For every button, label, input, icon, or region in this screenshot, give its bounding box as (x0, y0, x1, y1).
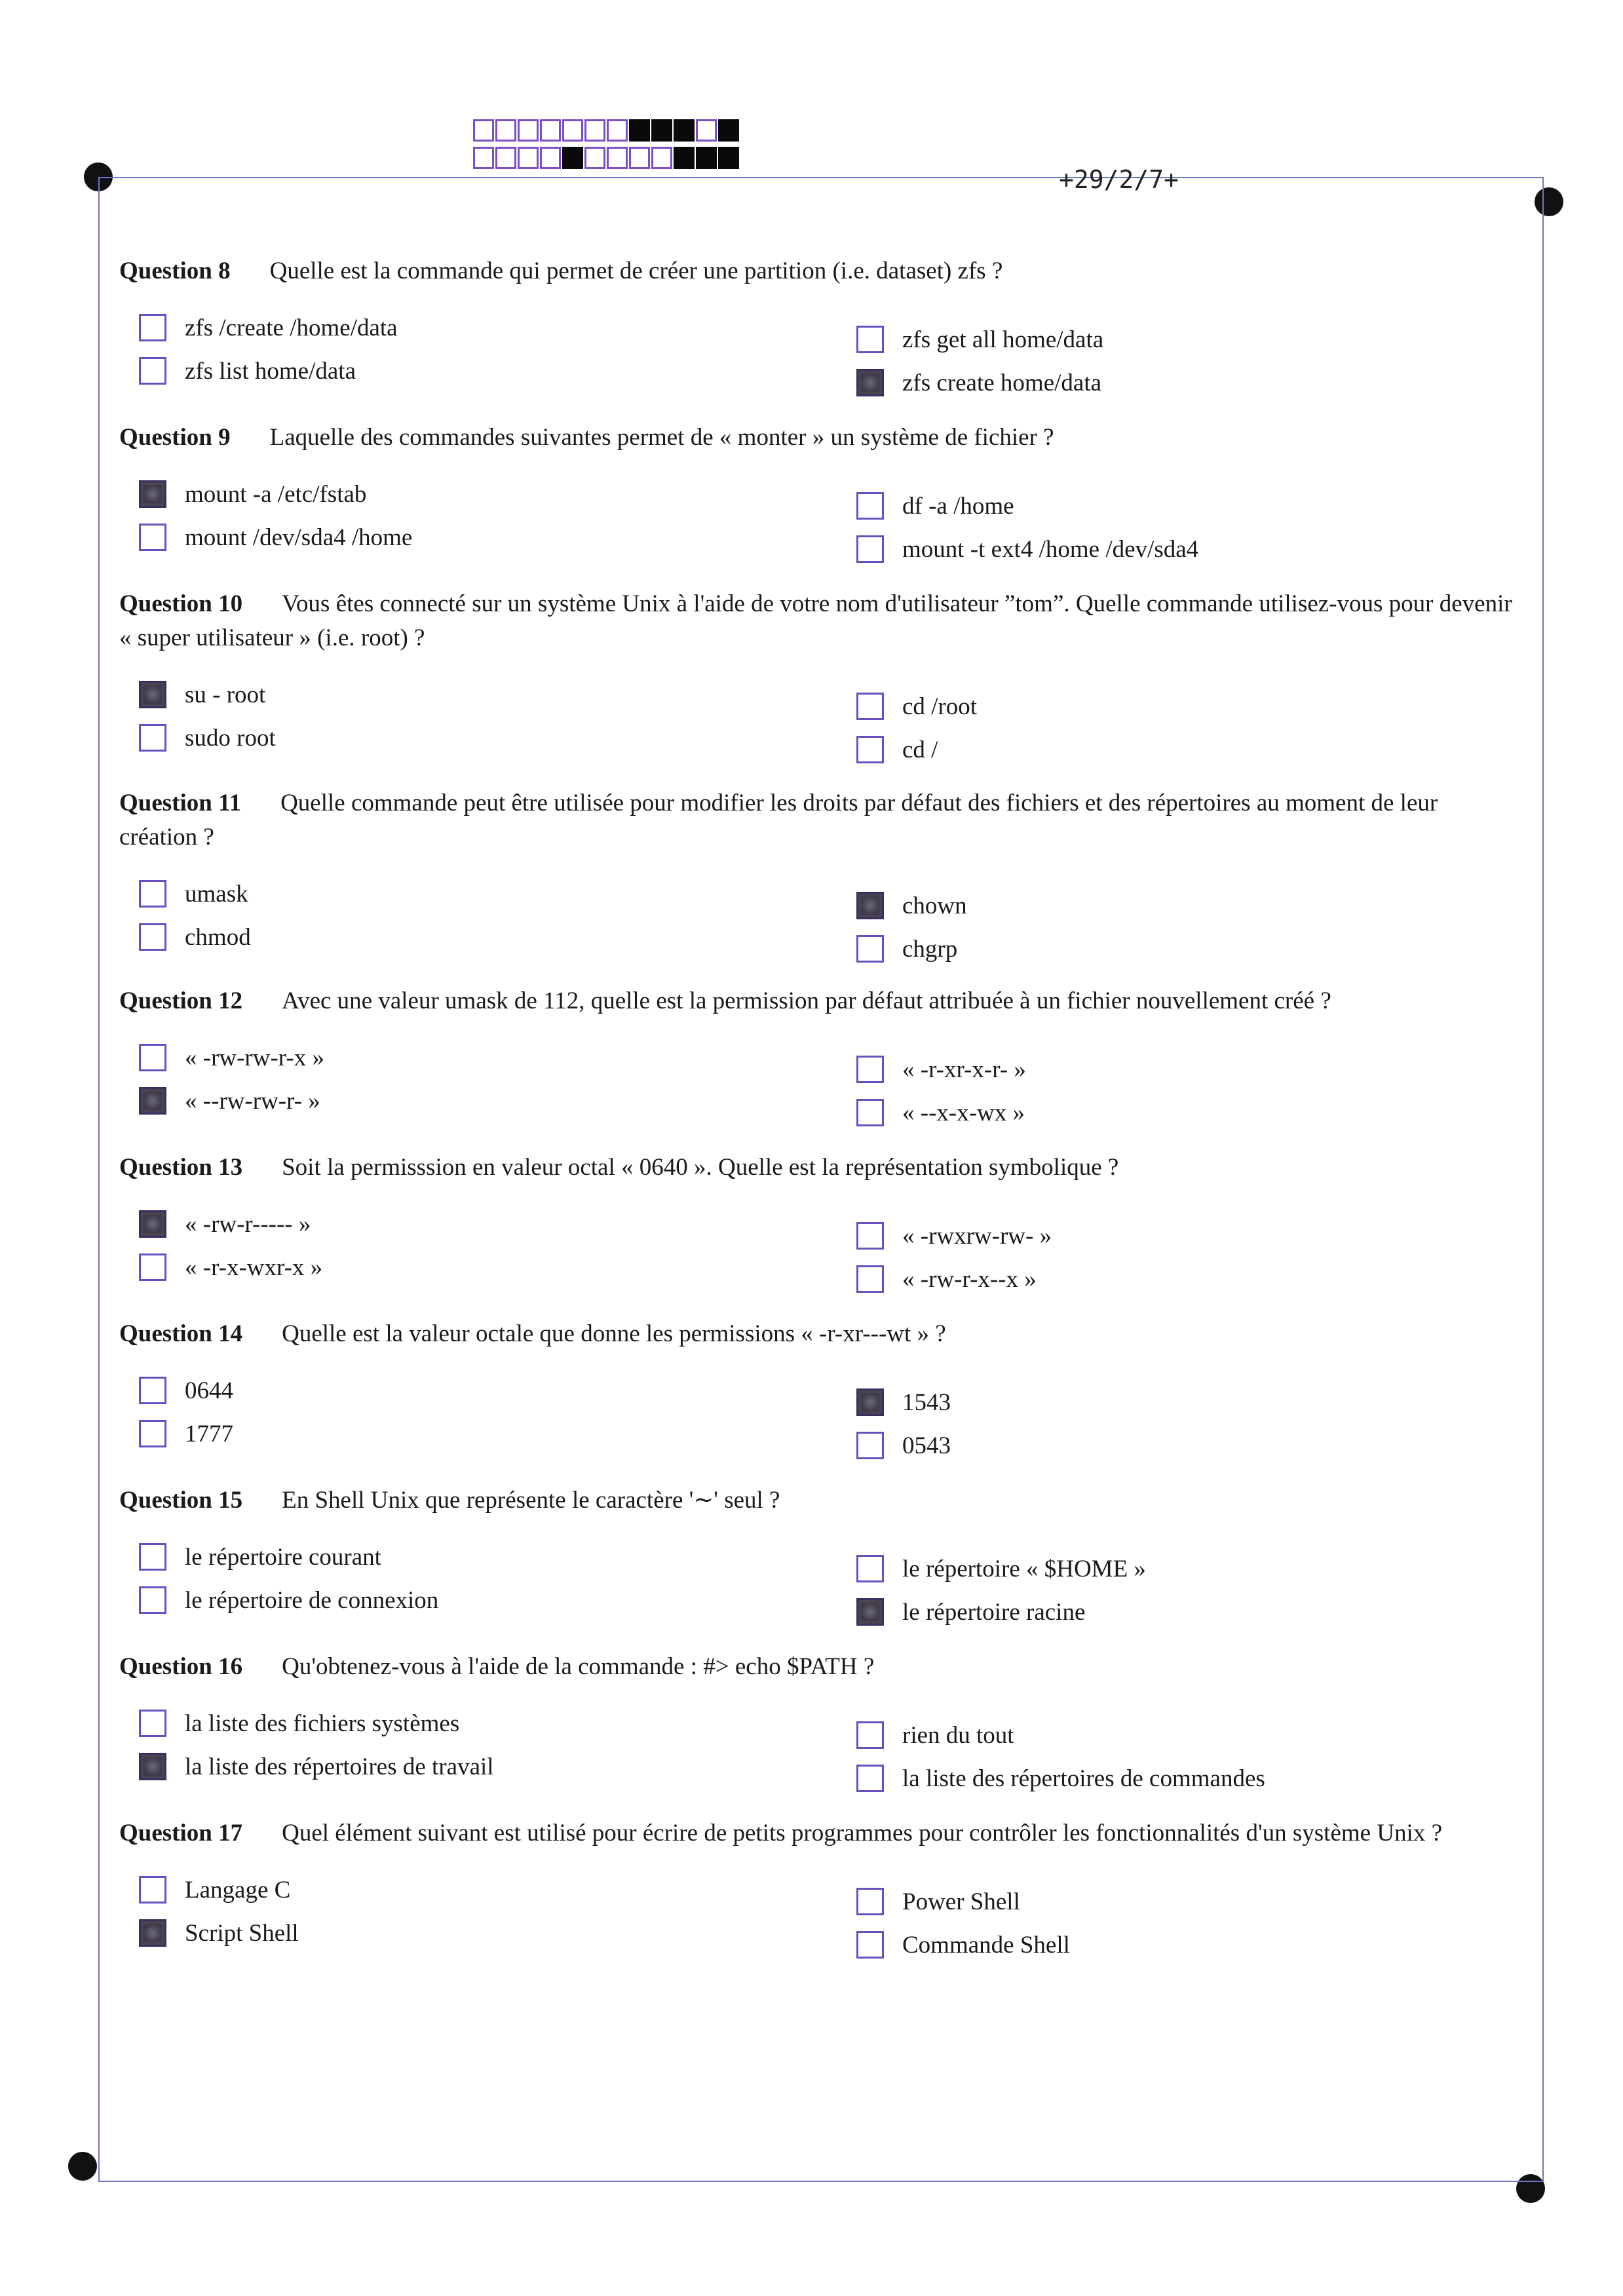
code-cell (540, 119, 561, 142)
empty-checkbox[interactable] (139, 1253, 166, 1281)
answer-label: su - root (185, 681, 266, 708)
answer-options (119, 875, 1515, 967)
code-cell (696, 147, 717, 169)
answer-options (119, 309, 1515, 401)
question-number: Question 8 (119, 258, 231, 284)
answer-label: « -rw-r----- » (185, 1210, 311, 1238)
answer-label: 0644 (185, 1377, 233, 1404)
question-number: Question 12 (119, 987, 243, 1014)
empty-checkbox[interactable] (856, 1931, 884, 1959)
code-cell (718, 119, 739, 142)
answer-label: « -r-xr-x-r- » (902, 1056, 1026, 1083)
question-block (119, 254, 1515, 401)
code-cell (562, 119, 583, 142)
empty-checkbox[interactable] (139, 880, 166, 908)
checked-checkbox[interactable] (856, 1388, 884, 1416)
empty-checkbox[interactable] (139, 1710, 166, 1737)
answer-label: la liste des répertoires de commandes (902, 1765, 1265, 1792)
question-header (119, 1816, 1515, 1850)
answer-label: Commande Shell (902, 1931, 1070, 1959)
answer-label: le répertoire courant (185, 1543, 381, 1571)
answer-label: le répertoire de connexion (185, 1586, 439, 1614)
code-cell (518, 119, 539, 142)
answer-options (119, 1705, 1515, 1797)
answer-option[interactable] (856, 1926, 1070, 1963)
answer-option[interactable] (139, 676, 265, 713)
code-cell (473, 119, 494, 142)
empty-checkbox[interactable] (856, 326, 884, 353)
question-header (119, 1483, 1515, 1518)
answer-label: mount -t ext4 /home /dev/sda4 (902, 535, 1199, 563)
question-header (119, 587, 1515, 655)
empty-checkbox[interactable] (139, 1876, 166, 1904)
question-block (119, 1483, 1515, 1630)
question-block (119, 1151, 1515, 1297)
code-cell (696, 119, 717, 142)
answer-label: « --rw-rw-r- » (185, 1087, 320, 1115)
answer-label: cd / (902, 736, 938, 763)
answer-option[interactable] (856, 887, 967, 924)
code-cell (674, 119, 695, 142)
empty-checkbox[interactable] (856, 535, 884, 563)
answer-option[interactable] (139, 1415, 233, 1452)
answer-option[interactable] (139, 1915, 299, 1951)
answer-option[interactable] (856, 321, 1103, 358)
question-block (119, 984, 1515, 1131)
answer-label: chmod (185, 923, 251, 951)
question-number: Question 9 (119, 424, 231, 451)
empty-checkbox[interactable] (139, 923, 166, 951)
answer-label: cd /root (902, 693, 978, 720)
empty-checkbox[interactable] (139, 357, 166, 385)
question-text: Qu'obtenez-vous à l'aide de la commande : #> echo $PATH ? (282, 1653, 875, 1680)
answer-label: Langage C (185, 1876, 291, 1904)
code-cell (562, 147, 583, 169)
question-number: Question 13 (119, 1154, 243, 1181)
empty-checkbox[interactable] (856, 1765, 884, 1792)
code-cell (473, 147, 494, 169)
answer-option[interactable] (139, 1871, 290, 1908)
code-row (473, 119, 739, 142)
empty-checkbox[interactable] (856, 1056, 884, 1083)
empty-checkbox[interactable] (856, 1888, 884, 1915)
answer-option[interactable] (139, 719, 276, 756)
answer-option[interactable] (139, 1539, 381, 1575)
code-cell (607, 119, 628, 142)
question-header (119, 1317, 1515, 1351)
answer-option[interactable] (856, 1094, 1025, 1131)
code-cell (518, 147, 539, 169)
answer-option[interactable] (856, 1217, 1052, 1254)
question-text: Quelle est la valeur octale que donne les permissions « -r-xr---wt » ? (282, 1320, 946, 1347)
question-header (119, 421, 1515, 455)
answer-options (119, 1039, 1515, 1131)
checked-checkbox[interactable] (856, 892, 884, 919)
answer-label: df -a /home (902, 492, 1014, 520)
answer-label: Script Shell (185, 1919, 299, 1947)
checked-checkbox[interactable] (856, 369, 884, 396)
checked-checkbox[interactable] (139, 1087, 166, 1115)
answer-option[interactable] (856, 731, 938, 768)
answer-option[interactable] (856, 1550, 1146, 1587)
question-block (119, 1317, 1515, 1464)
answer-label: 1777 (185, 1420, 233, 1447)
answer-options (119, 1539, 1515, 1630)
answer-label: zfs create home/data (902, 369, 1102, 396)
answer-label: « -rwxrw-rw- » (902, 1222, 1052, 1250)
answer-option[interactable] (139, 1249, 322, 1286)
empty-checkbox[interactable] (856, 492, 884, 520)
question-block (119, 786, 1515, 967)
answer-label: zfs /create /home/data (185, 314, 398, 341)
answer-option[interactable] (139, 1748, 494, 1785)
question-header (119, 1650, 1515, 1684)
answer-label: 0543 (902, 1432, 951, 1459)
page-code-grid (473, 119, 739, 169)
empty-checkbox[interactable] (856, 1721, 884, 1749)
question-block (119, 1816, 1515, 1963)
answer-option[interactable] (139, 1206, 311, 1242)
checked-checkbox[interactable] (139, 681, 166, 708)
question-text: Avec une valeur umask de 112, quelle est la permission par défaut attribuée à un fichier nouvellement créé ? (282, 987, 1331, 1014)
code-cell (584, 147, 605, 169)
checked-checkbox[interactable] (139, 480, 166, 508)
answer-label: la liste des répertoires de travail (185, 1753, 494, 1780)
question-number: Question 10 (119, 590, 243, 617)
checked-checkbox[interactable] (856, 1598, 884, 1626)
answer-options (119, 1206, 1515, 1297)
empty-checkbox[interactable] (856, 1222, 884, 1250)
empty-checkbox[interactable] (856, 736, 884, 763)
question-number: Question 17 (119, 1820, 243, 1846)
question-number: Question 15 (119, 1487, 243, 1514)
empty-checkbox[interactable] (856, 1099, 884, 1126)
answer-option[interactable] (139, 1705, 459, 1742)
answer-label: zfs get all home/data (902, 326, 1104, 353)
checked-checkbox[interactable] (139, 1919, 166, 1947)
answer-label: le répertoire « $HOME » (902, 1555, 1146, 1582)
answer-label: Power Shell (902, 1888, 1020, 1915)
question-block (119, 1650, 1515, 1797)
empty-checkbox[interactable] (139, 1543, 166, 1571)
empty-checkbox[interactable] (139, 524, 166, 551)
question-block (119, 421, 1515, 567)
registration-mark-bottom-left (68, 2152, 97, 2181)
code-cell (674, 147, 695, 169)
question-header (119, 984, 1515, 1018)
empty-checkbox[interactable] (856, 1555, 884, 1582)
code-cell (651, 147, 672, 169)
answer-label: zfs list home/data (185, 357, 356, 385)
answer-option[interactable] (856, 930, 957, 967)
empty-checkbox[interactable] (139, 1420, 166, 1447)
answer-label: 1543 (902, 1388, 951, 1416)
answer-option[interactable] (856, 531, 1198, 567)
checked-checkbox[interactable] (139, 1753, 166, 1780)
answer-option[interactable] (139, 919, 251, 955)
empty-checkbox[interactable] (139, 724, 166, 752)
answer-label: « -rw-rw-r-x » (185, 1044, 324, 1071)
code-cell (607, 147, 628, 169)
answer-option[interactable] (856, 1594, 1085, 1630)
question-number: Question 16 (119, 1653, 243, 1680)
empty-checkbox[interactable] (139, 1377, 166, 1404)
question-text: Quelle commande peut être utilisée pour modifier les droits par défaut des fichiers et des répertoires au moment de leur création ? (119, 790, 1438, 851)
answer-label: « -r-x-wxr-x » (185, 1253, 323, 1281)
answer-options (119, 1871, 1515, 1963)
code-cell (718, 147, 739, 169)
checked-checkbox[interactable] (139, 1210, 166, 1238)
answer-option[interactable] (856, 1717, 1014, 1753)
answer-option[interactable] (139, 353, 356, 389)
empty-checkbox[interactable] (139, 1586, 166, 1614)
answer-label: chgrp (902, 935, 958, 963)
code-cell (584, 119, 605, 142)
code-cell (540, 147, 561, 169)
empty-checkbox[interactable] (856, 1432, 884, 1459)
answer-option[interactable] (856, 1883, 1020, 1920)
code-cell (495, 147, 516, 169)
empty-checkbox[interactable] (856, 935, 884, 963)
question-text: Quel élément suivant est utilisé pour écrire de petits programmes pour contrôler les fonctionnalités d'un système Unix ? (282, 1820, 1442, 1846)
answer-label: le répertoire racine (902, 1598, 1086, 1626)
answer-label: rien du tout (902, 1721, 1014, 1749)
answer-options (119, 676, 1515, 768)
empty-checkbox[interactable] (856, 1265, 884, 1293)
code-cell (629, 119, 650, 142)
answer-option[interactable] (856, 1760, 1265, 1797)
answer-option[interactable] (139, 476, 366, 512)
code-cell (651, 119, 672, 142)
answer-option[interactable] (139, 519, 412, 556)
answer-options (119, 1372, 1515, 1464)
empty-checkbox[interactable] (139, 1044, 166, 1071)
question-number: Question 14 (119, 1320, 243, 1347)
answer-option[interactable] (856, 688, 977, 725)
answer-option[interactable] (139, 1082, 320, 1119)
answer-option[interactable] (856, 1261, 1037, 1297)
answer-label: umask (185, 880, 248, 908)
code-cell (629, 147, 650, 169)
answer-option[interactable] (856, 1427, 951, 1464)
page-id: +29/2/7+ (1059, 165, 1179, 194)
answer-option[interactable] (856, 1051, 1026, 1088)
empty-checkbox[interactable] (856, 693, 884, 720)
question-header (119, 254, 1515, 288)
code-cell (495, 119, 516, 142)
answer-option[interactable] (139, 1582, 438, 1618)
question-header (119, 1151, 1515, 1185)
question-block (119, 587, 1515, 768)
answer-label: « --x-x-wx » (902, 1099, 1025, 1126)
empty-checkbox[interactable] (139, 314, 166, 341)
question-text: Quelle est la commande qui permet de créer une partition (i.e. dataset) zfs ? (269, 258, 1003, 284)
code-row (473, 147, 739, 169)
answer-label: la liste des fichiers systèmes (185, 1710, 460, 1737)
answer-option[interactable] (856, 1384, 951, 1421)
answer-option[interactable] (139, 1372, 233, 1409)
question-text: Soit la permisssion en valeur octal « 0640 ». Quelle est la représentation symbolique ? (282, 1154, 1119, 1181)
answer-label: mount -a /etc/fstab (185, 480, 367, 508)
answer-option[interactable] (139, 875, 248, 912)
answer-option[interactable] (139, 309, 398, 346)
answer-label: « -rw-r-x--x » (902, 1265, 1037, 1293)
answer-label: sudo root (185, 724, 276, 752)
answer-label: chown (902, 892, 967, 919)
question-header (119, 786, 1515, 854)
answer-options (119, 476, 1515, 567)
question-text: En Shell Unix que représente le caractère '∼' seul ? (282, 1487, 780, 1514)
question-number: Question 11 (119, 790, 242, 816)
question-text: Laquelle des commandes suivantes permet de « monter » un système de fichier ? (269, 424, 1054, 451)
question-text: Vous êtes connecté sur un système Unix à l'aide de votre nom d'utilisateur ”tom”. Quelle commande utilisez-vous pour devenir « super utilisateur » (i.e. root) ? (119, 590, 1512, 651)
answer-option[interactable] (139, 1039, 324, 1076)
answer-label: mount /dev/sda4 /home (185, 524, 413, 551)
answer-option[interactable] (856, 488, 1014, 524)
answer-option[interactable] (856, 364, 1101, 401)
